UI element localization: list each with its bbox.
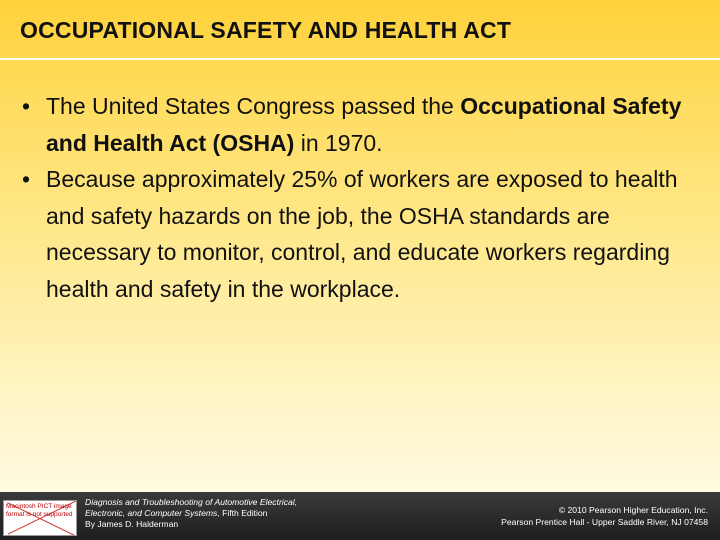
bullet-list bbox=[22, 88, 702, 307]
book-author: By James D. Halderman bbox=[85, 519, 179, 529]
missing-image-placeholder bbox=[3, 500, 77, 536]
bullet-text: Because approximately 25% of workers are exposed to health and safety hazards on the job, the OSHA standards are necessary to monitor, control, and educate workers regarding health and safety in the workplace. bbox=[46, 166, 678, 302]
copyright-block bbox=[378, 504, 708, 528]
bullet-marker: • bbox=[22, 166, 31, 192]
title-divider bbox=[0, 58, 720, 60]
bullet-emphasis: Occupational Safety and Health Act (OSHA) bbox=[46, 93, 682, 156]
book-title-line1: Diagnosis and Troubleshooting of Automotive Electrical, bbox=[85, 497, 298, 507]
copyright-text: © 2010 Pearson Higher Education, Inc. bbox=[558, 505, 708, 515]
book-citation bbox=[85, 497, 385, 530]
bullet-text: in 1970. bbox=[294, 129, 383, 156]
book-edition: , Fifth Edition bbox=[217, 508, 268, 518]
bullet-marker: • bbox=[22, 93, 31, 119]
slide-footer bbox=[0, 492, 720, 540]
bullet-item bbox=[22, 88, 702, 161]
bullet-text: The United States Congress passed the bbox=[46, 93, 461, 119]
book-title-line2: Electronic, and Computer Systems bbox=[85, 508, 218, 518]
slide-title: OCCUPATIONAL SAFETY AND HEALTH ACT bbox=[20, 17, 512, 43]
publisher-text: Pearson Prentice Hall - Upper Saddle River, NJ 07458 bbox=[501, 517, 708, 527]
bullet-item bbox=[22, 161, 702, 307]
placeholder-text: Macintosh PICT image format is not supported bbox=[6, 503, 73, 518]
